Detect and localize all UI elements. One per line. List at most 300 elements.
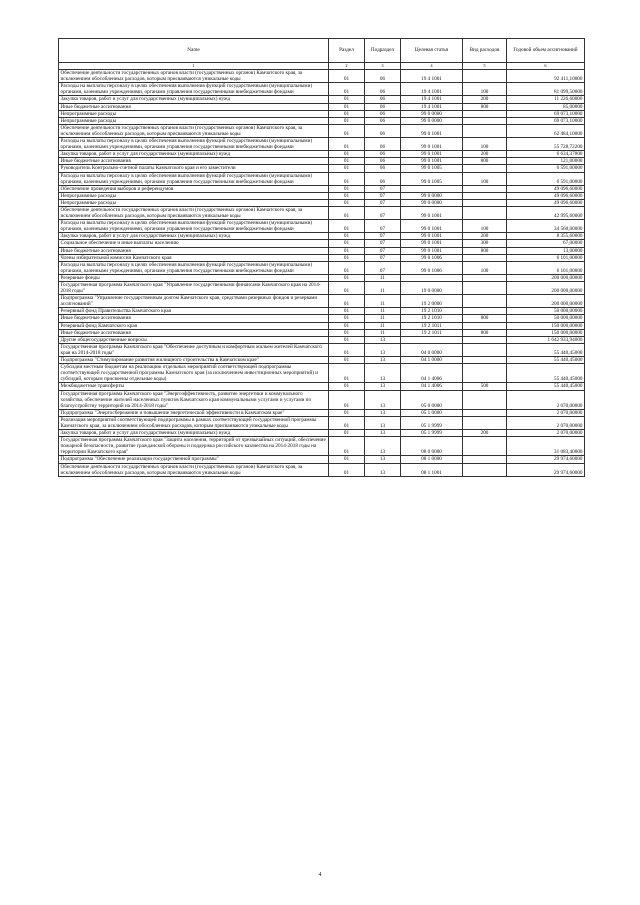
row-target-article: 19 2 1011: [401, 329, 463, 336]
table-row: [59, 336, 585, 343]
row-razdel: 01: [329, 322, 365, 329]
row-expense-type: [463, 124, 507, 137]
row-razdel: 01: [329, 295, 365, 308]
table-body: [59, 70, 585, 477]
row-name: Подпрограмма "Энергосбережение и повышение энергетической эффективности в Камчатском крае": [59, 409, 329, 416]
row-podrazdel: 06: [365, 138, 401, 151]
row-name: Иные бюджетные ассигнования: [59, 103, 329, 110]
row-amount: 1 642 933,94000: [507, 336, 585, 343]
row-target-article: 99 0 1001: [401, 151, 463, 158]
row-target-article: 99 0 1005: [401, 172, 463, 185]
row-target-article: 05 1 0000: [401, 409, 463, 416]
row-target-article: 05 0 0000: [401, 390, 463, 409]
row-target-article: 04 1 4006: [401, 364, 463, 383]
row-amount: 42 995,60000: [507, 206, 585, 219]
row-amount: 50 000,00000: [507, 315, 585, 322]
row-razdel: 01: [329, 247, 365, 254]
row-target-article: 19 4 1001: [401, 103, 463, 110]
row-amount: 150 000,00000: [507, 329, 585, 336]
row-razdel: 01: [329, 83, 365, 96]
table-row: [59, 456, 585, 463]
row-razdel: 01: [329, 206, 365, 219]
row-amount: 2 070,00000: [507, 416, 585, 429]
row-target-article: 99 0 1001: [401, 240, 463, 247]
row-name: Другие общегосударственные вопросы: [59, 336, 329, 343]
row-razdel: 01: [329, 456, 365, 463]
row-amount: 6 101,00000: [507, 261, 585, 274]
row-amount: 67,00000: [507, 240, 585, 247]
row-target-article: 04 1 4006: [401, 383, 463, 390]
row-podrazdel: 13: [365, 383, 401, 390]
row-razdel: 01: [329, 430, 365, 437]
row-amount: 8 355,60000: [507, 233, 585, 240]
row-amount: 49 096,60000: [507, 192, 585, 199]
row-razdel: 01: [329, 220, 365, 233]
table-row: [59, 96, 585, 103]
table-row: [59, 206, 585, 219]
row-podrazdel: 07: [365, 192, 401, 199]
row-razdel: 01: [329, 364, 365, 383]
col-podrazdel-header: Подраздел: [365, 39, 401, 63]
row-expense-type: 800: [463, 247, 507, 254]
row-razdel: 01: [329, 390, 365, 409]
row-target-article: [401, 185, 463, 192]
row-target-article: 05 1 9999: [401, 430, 463, 437]
row-podrazdel: 13: [365, 430, 401, 437]
row-podrazdel: 07: [365, 199, 401, 206]
table-row: [59, 70, 585, 83]
row-amount: 62 484,10000: [507, 124, 585, 137]
table-row: [59, 185, 585, 192]
row-target-article: 99 0 1001: [401, 158, 463, 165]
row-target-article: 99 0 0000: [401, 117, 463, 124]
table-row: [59, 261, 585, 274]
row-expense-type: [463, 199, 507, 206]
row-expense-type: 800: [463, 158, 507, 165]
row-expense-type: [463, 308, 507, 315]
row-razdel: 01: [329, 199, 365, 206]
row-target-article: 04 1 0000: [401, 357, 463, 364]
row-target-article: 99 0 1001: [401, 233, 463, 240]
row-amount: 121,00000: [507, 158, 585, 165]
row-target-article: 19 4 1001: [401, 83, 463, 96]
row-razdel: 01: [329, 103, 365, 110]
row-expense-type: [463, 322, 507, 329]
row-target-article: 08 1 0000: [401, 456, 463, 463]
row-expense-type: [463, 295, 507, 308]
row-expense-type: 100: [463, 138, 507, 151]
row-podrazdel: 13: [365, 336, 401, 343]
row-razdel: 01: [329, 329, 365, 336]
row-razdel: 01: [329, 117, 365, 124]
table-row: [59, 172, 585, 185]
row-expense-type: 100: [463, 172, 507, 185]
row-amount: 85,00000: [507, 103, 585, 110]
row-target-article: 19 0 0000: [401, 282, 463, 295]
budget-document: [58, 38, 584, 477]
row-target-article: 04 0 0000: [401, 343, 463, 356]
col-vr-header: Вид расходов: [463, 39, 507, 63]
row-podrazdel: 06: [365, 117, 401, 124]
row-expense-type: 200: [463, 233, 507, 240]
row-amount: 6 591,00000: [507, 172, 585, 185]
row-podrazdel: 07: [365, 254, 401, 261]
row-name: Непрограммные расходы: [59, 199, 329, 206]
table-row: [59, 158, 585, 165]
row-expense-type: 500: [463, 383, 507, 390]
row-podrazdel: 11: [365, 322, 401, 329]
row-name: Непрограммные расходы: [59, 192, 329, 199]
row-amount: 13,00000: [507, 247, 585, 254]
table-row: [59, 315, 585, 322]
col-number: 1: [59, 63, 329, 70]
row-name: Расходы на выплаты персоналу в целях обеспечения выполнения функций государственными (муниципальными) органами, казенными учреждениями, органами управления государственными внебюджетными фондами: [59, 220, 329, 233]
row-podrazdel: 11: [365, 274, 401, 281]
table-row: [59, 390, 585, 409]
row-razdel: 01: [329, 124, 365, 137]
row-name: Субсидии местным бюджетам на реализацию отдельных мероприятий соответствующей подпрограммы соответствующей государственной программы Камчатского края (за исключением инвестиционных мероприятий) и субсидий, которым присвоены отдельные коды): [59, 364, 329, 383]
col-name-header: Name: [59, 39, 329, 63]
row-target-article: 99 0 1001: [401, 247, 463, 254]
row-amount: 34 560,00000: [507, 220, 585, 233]
row-target-article: 08 0 0000: [401, 437, 463, 456]
row-razdel: 01: [329, 70, 365, 83]
row-podrazdel: 13: [365, 416, 401, 429]
row-razdel: 01: [329, 165, 365, 172]
row-razdel: 01: [329, 308, 365, 315]
table-row: [59, 437, 585, 456]
row-name: Подпрограмма "Обеспечение реализации государственной программы": [59, 456, 329, 463]
row-amount: 6 591,00000: [507, 165, 585, 172]
row-razdel: 01: [329, 261, 365, 274]
page-number: 4: [318, 872, 322, 878]
row-razdel: 01: [329, 383, 365, 390]
row-name: Руководитель Контрольно-счетной палаты Камчатского края и его заместители: [59, 165, 329, 172]
row-podrazdel: 06: [365, 83, 401, 96]
row-podrazdel: 06: [365, 110, 401, 117]
row-podrazdel: 06: [365, 96, 401, 103]
row-name: Закупка товаров, работ и услуг для государственных (муниципальных) нужд: [59, 96, 329, 103]
row-target-article: 99 0 0000: [401, 110, 463, 117]
col-number: 2: [329, 63, 365, 70]
row-target-article: 08 1 1001: [401, 463, 463, 476]
row-name: Расходы на выплаты персоналу в целях обеспечения выполнения функций государственными (муниципальными) органами, казенными учреждениями, органами управления государственными внебюджетными фондами: [59, 261, 329, 274]
row-target-article: 99 0 1001: [401, 124, 463, 137]
row-target-article: 99 0 1001: [401, 220, 463, 233]
row-name: Непрограммные расходы: [59, 110, 329, 117]
table-row: [59, 463, 585, 476]
row-amount: 55 440,45000: [507, 343, 585, 356]
table-row: [59, 430, 585, 437]
row-amount: 31 083,40000: [507, 437, 585, 456]
row-expense-type: [463, 274, 507, 281]
row-target-article: 05 1 9999: [401, 416, 463, 429]
row-podrazdel: 07: [365, 185, 401, 192]
row-name: Иные бюджетные ассигнования: [59, 158, 329, 165]
row-podrazdel: 07: [365, 247, 401, 254]
row-target-article: 19 4 1001: [401, 70, 463, 83]
row-podrazdel: 13: [365, 409, 401, 416]
row-razdel: 01: [329, 110, 365, 117]
row-razdel: 01: [329, 185, 365, 192]
row-expense-type: [463, 192, 507, 199]
row-target-article: 99 0 0000: [401, 192, 463, 199]
row-name: Резервный фонд Правительства Камчатского края: [59, 308, 329, 315]
row-podrazdel: 07: [365, 206, 401, 219]
row-amount: 2 070,00000: [507, 409, 585, 416]
row-razdel: 01: [329, 96, 365, 103]
table-row: [59, 254, 585, 261]
row-name: Расходы на выплаты персоналу в целях обеспечения выполнения функций государственными (муниципальными) органами, казенными учреждениями, органами управления государственными внебюджетными фондами: [59, 172, 329, 185]
row-name: Иные бюджетные ассигнования: [59, 315, 329, 322]
row-expense-type: [463, 110, 507, 117]
row-target-article: 19 2 0000: [401, 295, 463, 308]
row-amount: 2 070,00000: [507, 430, 585, 437]
table-row: [59, 295, 585, 308]
table-row: [59, 233, 585, 240]
row-podrazdel: 13: [365, 364, 401, 383]
row-name: Иные бюджетные ассигнования: [59, 247, 329, 254]
row-name: Обеспечение деятельности государственных органов власти (государственных органов) Камчатского края, за исключением обособленных расходов, которым присваиваются уникальные коды: [59, 206, 329, 219]
row-razdel: 01: [329, 343, 365, 356]
row-razdel: 01: [329, 254, 365, 261]
row-expense-type: [463, 282, 507, 295]
row-podrazdel: 13: [365, 343, 401, 356]
row-podrazdel: 13: [365, 357, 401, 364]
row-target-article: 99 0 1001: [401, 138, 463, 151]
row-target-article: [401, 274, 463, 281]
row-name: Иные бюджетные ассигнования: [59, 329, 329, 336]
row-amount: 6 634,37800: [507, 151, 585, 158]
row-name: Закупка товаров, работ и услуг для государственных (муниципальных) нужд: [59, 151, 329, 158]
row-name: Межбюджетные трансферты: [59, 383, 329, 390]
row-podrazdel: 11: [365, 308, 401, 315]
col-number: 4: [401, 63, 463, 70]
row-name: Подпрограмма "Управление государственным долгом Камчатского края, средствами резервных фондов и резервами ассигнований": [59, 295, 329, 308]
row-amount: 49 096,60000: [507, 199, 585, 206]
row-expense-type: [463, 117, 507, 124]
row-name: Обеспечение проведения выборов и референдумов: [59, 185, 329, 192]
row-expense-type: [463, 390, 507, 409]
row-podrazdel: 06: [365, 151, 401, 158]
row-name: Закупка товаров, работ и услуг для государственных (муниципальных) нужд: [59, 233, 329, 240]
table-row: [59, 357, 585, 364]
row-expense-type: [463, 364, 507, 383]
row-expense-type: 100: [463, 261, 507, 274]
row-podrazdel: 13: [365, 463, 401, 476]
row-target-article: 99 0 1001: [401, 206, 463, 219]
row-expense-type: 800: [463, 103, 507, 110]
table-row: [59, 220, 585, 233]
col-number: 5: [463, 63, 507, 70]
row-expense-type: 300: [463, 240, 507, 247]
row-razdel: 01: [329, 315, 365, 322]
row-name: Подпрограмма "Стимулирование развития жилищного строительства в Камчатском крае": [59, 357, 329, 364]
row-expense-type: [463, 357, 507, 364]
budget-table: [58, 38, 585, 477]
row-amount: 29 974,60000: [507, 463, 585, 476]
row-name: Государственная программа Камчатского края "Управление государственными финансами Камчатского края на 2014-2018 годы": [59, 282, 329, 295]
row-razdel: 01: [329, 409, 365, 416]
row-podrazdel: 06: [365, 158, 401, 165]
row-podrazdel: 11: [365, 329, 401, 336]
row-target-article: 99 0 1006: [401, 254, 463, 261]
row-amount: 92 411,10000: [507, 70, 585, 83]
row-podrazdel: 13: [365, 437, 401, 456]
table-row: [59, 103, 585, 110]
row-amount: 200 000,00000: [507, 282, 585, 295]
row-expense-type: [463, 416, 507, 429]
row-target-article: 19 4 1001: [401, 96, 463, 103]
col-razdel-header: Раздел: [329, 39, 365, 63]
col-cs-header: Целевая статья: [401, 39, 463, 63]
row-expense-type: [463, 437, 507, 456]
row-name: Члены избирательной комиссии Камчатского края: [59, 254, 329, 261]
row-name: Государственная программа Камчатского края "Обеспечение доступным и комфортным жильем жителей Камчатского края на 2014-2018 годы": [59, 343, 329, 356]
row-podrazdel: 06: [365, 70, 401, 83]
row-expense-type: 800: [463, 315, 507, 322]
row-expense-type: 200: [463, 151, 507, 158]
row-podrazdel: 07: [365, 233, 401, 240]
row-name: Расходы на выплаты персоналу в целях обеспечения выполнения функций государственными (муниципальными) органами, казенными учреждениями, органами управления государственными внебюджетными фондами: [59, 83, 329, 96]
row-razdel: 01: [329, 151, 365, 158]
row-name: Расходы на выплаты персоналу в целях обеспечения выполнения функций государственными (муниципальными) органами, казенными учреждениями, органами управления государственными внебюджетными фондами: [59, 138, 329, 151]
row-razdel: 01: [329, 240, 365, 247]
row-podrazdel: 06: [365, 172, 401, 185]
col-number: 3: [365, 63, 401, 70]
row-podrazdel: 13: [365, 390, 401, 409]
table-row: [59, 308, 585, 315]
row-name: Резервные фонды: [59, 274, 329, 281]
table-row: [59, 282, 585, 295]
row-expense-type: 100: [463, 220, 507, 233]
table-row: [59, 151, 585, 158]
table-row: [59, 240, 585, 247]
row-razdel: 01: [329, 282, 365, 295]
row-podrazdel: 06: [365, 124, 401, 137]
row-razdel: 01: [329, 172, 365, 185]
row-amount: 69 073,10000: [507, 117, 585, 124]
row-expense-type: [463, 254, 507, 261]
row-expense-type: [463, 409, 507, 416]
table-row: [59, 343, 585, 356]
row-name: Обеспечение деятельности государственных органов власти (государственных органов) Камчатского края, за исключением обособленных расходов, которым присваиваются уникальные коды: [59, 463, 329, 476]
row-amount: 55 440,45000: [507, 364, 585, 383]
row-name: Обеспечение деятельности государственных органов власти (государственных органов) Камчатского края, за исключением обособленных расходов, которым присваиваются уникальные коды: [59, 70, 329, 83]
table-row: [59, 322, 585, 329]
row-name: Реализация мероприятий соответствующей подпрограммы в рамках соответствующей государственной программы Камчатского края, за исключением обособленных расходов, которым присваиваются уникальные коды: [59, 416, 329, 429]
row-razdel: 01: [329, 437, 365, 456]
row-target-article: 99 0 1005: [401, 165, 463, 172]
row-expense-type: 800: [463, 329, 507, 336]
table-row: [59, 192, 585, 199]
row-amount: 150 000,00000: [507, 322, 585, 329]
row-amount: 2 070,00000: [507, 390, 585, 409]
row-amount: 49 096,60000: [507, 185, 585, 192]
row-podrazdel: 11: [365, 282, 401, 295]
row-expense-type: [463, 70, 507, 83]
row-name: Резервный фонд Камчатского края: [59, 322, 329, 329]
row-razdel: 01: [329, 274, 365, 281]
row-podrazdel: 06: [365, 103, 401, 110]
table-row: [59, 117, 585, 124]
header-row: [59, 39, 585, 63]
row-razdel: 01: [329, 416, 365, 429]
row-target-article: [401, 336, 463, 343]
table-row: [59, 274, 585, 281]
row-name: Закупка товаров, работ и услуг для государственных (муниципальных) нужд: [59, 430, 329, 437]
row-expense-type: [463, 343, 507, 356]
row-razdel: 01: [329, 463, 365, 476]
row-name: Обеспечение деятельности государственных органов власти (государственных органов) Камчатского края, за исключением обособленных расходов, которым присваиваются уникальные коды: [59, 124, 329, 137]
table-row: [59, 409, 585, 416]
row-expense-type: [463, 463, 507, 476]
row-expense-type: 100: [463, 83, 507, 96]
row-amount: 200 000,00000: [507, 274, 585, 281]
row-expense-type: 200: [463, 96, 507, 103]
row-name: Государственная программа Камчатского края "Энергоэффективность, развитие энергетики и коммунального хозяйства, обеспечение жителей населенных пунктов Камчатского края коммунальными услугами и услугами по благоустройству территорий на 2014-2018 годы": [59, 390, 329, 409]
row-razdel: 01: [329, 233, 365, 240]
row-expense-type: 200: [463, 430, 507, 437]
row-amount: 50 000,00000: [507, 308, 585, 315]
col-number: 6: [507, 63, 585, 70]
row-name: Непрограммные расходы: [59, 117, 329, 124]
row-amount: 6 101,00000: [507, 254, 585, 261]
row-target-article: 99 0 1006: [401, 261, 463, 274]
row-podrazdel: 13: [365, 456, 401, 463]
row-expense-type: [463, 165, 507, 172]
row-target-article: 19 2 1010: [401, 308, 463, 315]
row-razdel: 01: [329, 158, 365, 165]
row-expense-type: [463, 206, 507, 219]
column-number-row: [59, 63, 585, 70]
col-amount-header: Годовой объем ассигнований: [507, 39, 585, 63]
row-name: Государственная программа Камчатского края "Защита населения, территорий от чрезвычайных ситуаций, обеспечение пожарной безопасности, развитие гражданской обороны и поддержка российского казачества на 2014-2018 годы на территории Камчатского края": [59, 437, 329, 456]
row-amount: 55 440,45000: [507, 383, 585, 390]
row-podrazdel: 07: [365, 240, 401, 247]
table-row: [59, 199, 585, 206]
row-target-article: 19 2 1011: [401, 322, 463, 329]
table-row: [59, 329, 585, 336]
table-row: [59, 83, 585, 96]
row-razdel: 01: [329, 357, 365, 364]
row-expense-type: [463, 185, 507, 192]
row-podrazdel: 11: [365, 295, 401, 308]
row-target-article: 19 2 1010: [401, 315, 463, 322]
row-razdel: 01: [329, 336, 365, 343]
row-amount: 29 974,60000: [507, 456, 585, 463]
row-razdel: 01: [329, 192, 365, 199]
table-row: [59, 383, 585, 390]
table-row: [59, 247, 585, 254]
row-amount: 55 440,45000: [507, 357, 585, 364]
table-row: [59, 165, 585, 172]
row-name: Социальное обеспечение и иные выплаты населению: [59, 240, 329, 247]
row-target-article: 99 0 0000: [401, 199, 463, 206]
row-podrazdel: 07: [365, 220, 401, 233]
row-amount: 11 226,60000: [507, 96, 585, 103]
row-amount: 55 728,72200: [507, 138, 585, 151]
row-razdel: 01: [329, 138, 365, 151]
table-row: [59, 138, 585, 151]
row-expense-type: [463, 336, 507, 343]
row-amount: 81 099,50000: [507, 83, 585, 96]
row-podrazdel: 07: [365, 261, 401, 274]
row-expense-type: [463, 456, 507, 463]
row-amount: 200 000,00000: [507, 295, 585, 308]
table-row: [59, 364, 585, 383]
row-podrazdel: 06: [365, 165, 401, 172]
